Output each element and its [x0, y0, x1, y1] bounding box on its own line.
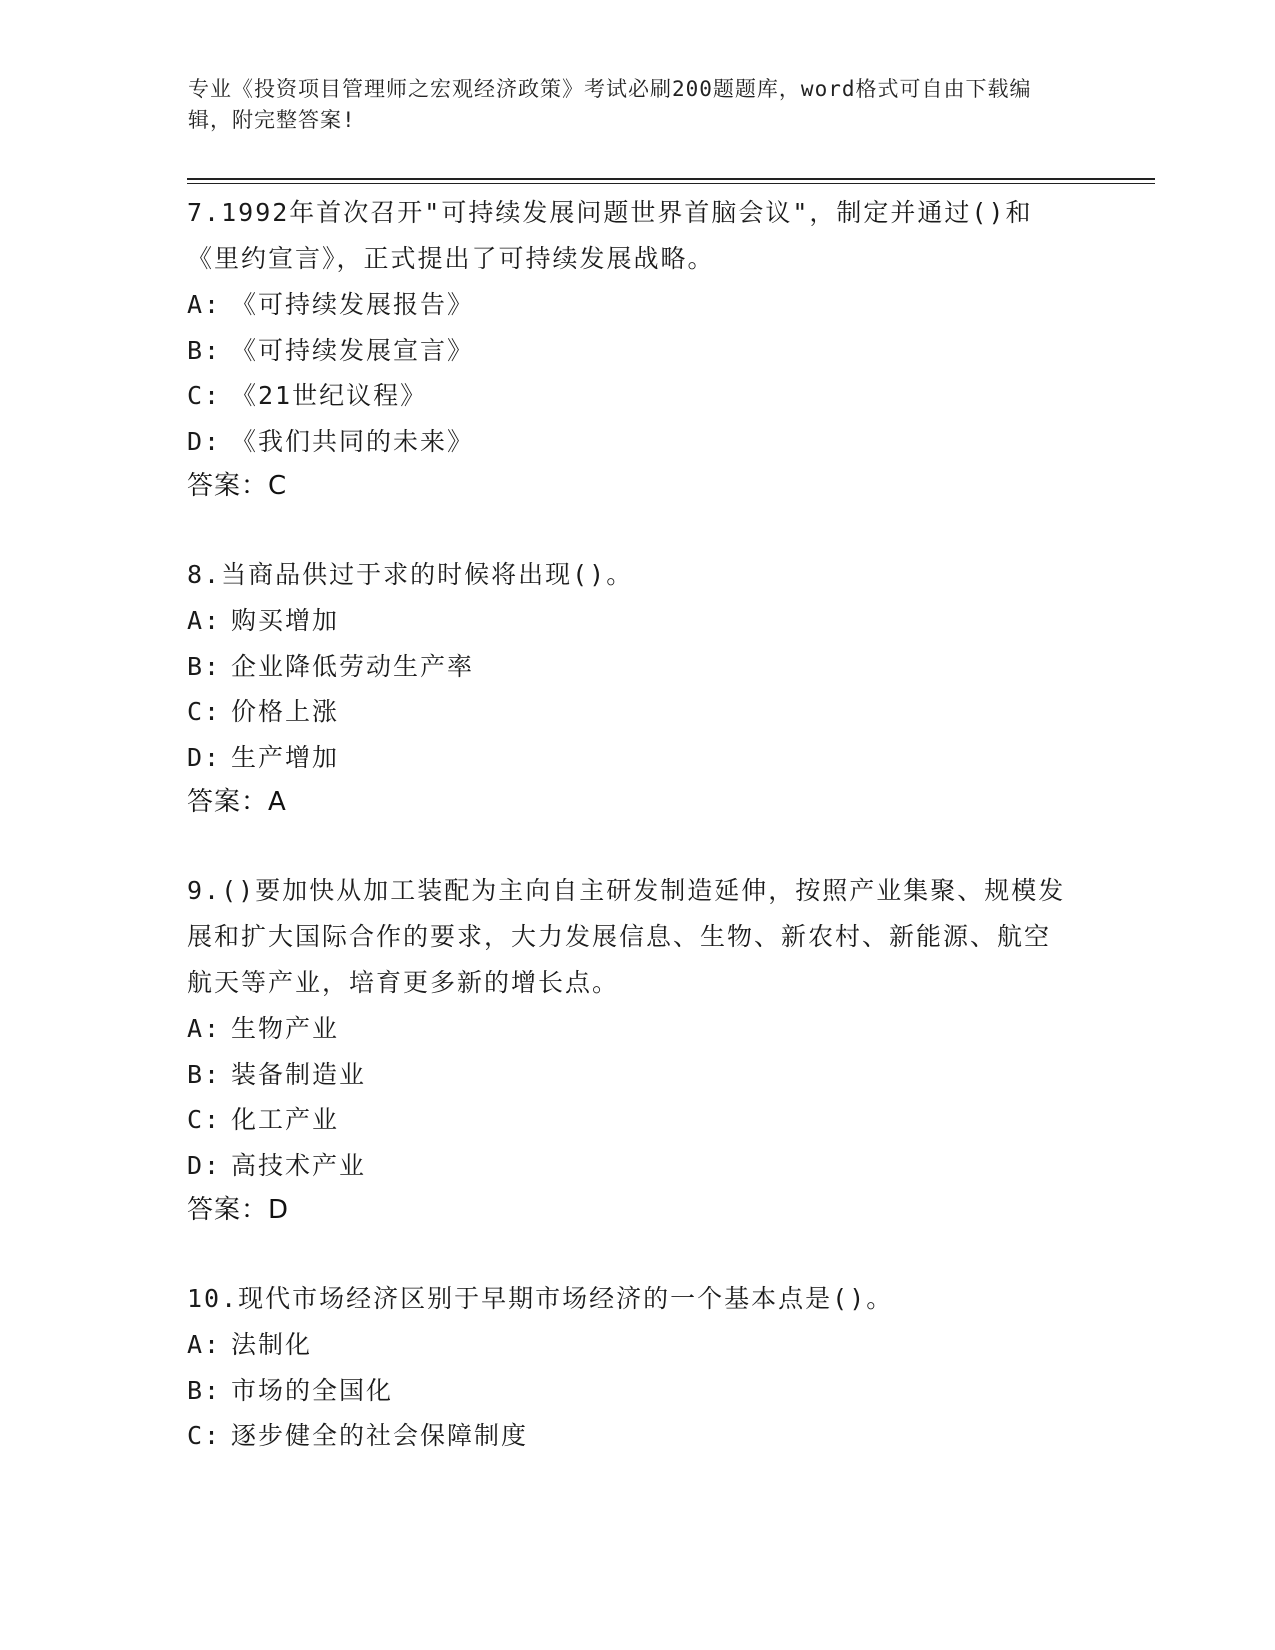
- option-b: [187, 1368, 1077, 1414]
- option-letter: B:: [187, 335, 222, 365]
- option-letter: C:: [187, 1105, 222, 1134]
- option-text: 《可持续发展报告》: [231, 290, 475, 319]
- option-text: 《可持续发展宣言》: [231, 335, 475, 365]
- option-text: 化工产业: [231, 1105, 340, 1134]
- option-b: [187, 644, 1077, 690]
- option-letter: D:: [187, 742, 222, 772]
- question-text: 10.现代市场经济区别于早期市场经济的一个基本点是()。: [187, 1284, 894, 1313]
- document-header: 专业《投资项目管理师之宏观经济政策》考试必刷200题题库，word格式可自由下载编辑，附完整答案!: [188, 77, 1032, 132]
- question-text: 7.1992年首次召开"可持续发展问题世界首脑会议"，制定并通过()和《里约宣言》，正式提出了可持续发展战略。: [187, 198, 1033, 273]
- answer-label: 答案：C: [187, 471, 288, 501]
- option-letter: B:: [187, 1059, 222, 1089]
- option-letter: C:: [187, 697, 222, 726]
- question-8: [187, 552, 1077, 824]
- option-text: 市场的全国化: [231, 1375, 394, 1405]
- option-text: 生物产业: [231, 1014, 340, 1043]
- option-letter: B:: [187, 651, 222, 681]
- answer-label: 答案：A: [187, 787, 287, 817]
- option-letter: C:: [187, 381, 222, 410]
- option-c: [187, 373, 1077, 419]
- option-c: [187, 1097, 1077, 1143]
- option-letter: D:: [187, 426, 222, 456]
- question-7: [187, 190, 1077, 508]
- option-b: [187, 328, 1077, 374]
- option-b: [187, 1052, 1077, 1098]
- option-a: [187, 1006, 1077, 1052]
- option-text: 《21世纪议程》: [231, 381, 428, 410]
- option-a: [187, 598, 1077, 644]
- question-text: 8.当商品供过于求的时候将出现()。: [187, 560, 634, 589]
- option-letter: A:: [187, 1014, 222, 1043]
- question-text: 9.()要加快从加工装配为主向自主研发制造延伸，按照产业集聚、规模发展和扩大国际合作的要求，大力发展信息、生物、新农村、新能源、航空航天等产业，培育更多新的增长点。: [187, 876, 1066, 997]
- option-text: 装备制造业: [231, 1059, 367, 1089]
- option-text: 《我们共同的未来》: [231, 426, 475, 456]
- option-letter: A:: [187, 290, 222, 319]
- question-list: [187, 190, 1077, 1503]
- option-text: 法制化: [231, 1330, 313, 1359]
- option-text: 价格上涨: [231, 697, 340, 726]
- option-d: [187, 419, 1077, 465]
- question-10: [187, 1276, 1077, 1459]
- option-letter: A:: [187, 1330, 222, 1359]
- option-a: [187, 1322, 1077, 1368]
- header-divider-thick: [187, 178, 1155, 180]
- option-text: 生产增加: [231, 742, 340, 772]
- option-text: 逐步健全的社会保障制度: [231, 1421, 529, 1450]
- option-letter: C:: [187, 1421, 222, 1450]
- option-a: [187, 282, 1077, 328]
- option-letter: D:: [187, 1150, 222, 1180]
- option-c: [187, 1413, 1077, 1459]
- option-letter: B:: [187, 1375, 222, 1405]
- option-text: 高技术产业: [231, 1150, 367, 1180]
- header-divider-thin: [187, 183, 1155, 184]
- option-text: 企业降低劳动生产率: [231, 651, 475, 681]
- answer-label: 答案：D: [187, 1195, 290, 1225]
- question-9: [187, 868, 1077, 1232]
- option-c: [187, 689, 1077, 735]
- option-letter: A:: [187, 606, 222, 635]
- option-d: [187, 735, 1077, 781]
- option-text: 购买增加: [231, 606, 340, 635]
- option-d: [187, 1143, 1077, 1189]
